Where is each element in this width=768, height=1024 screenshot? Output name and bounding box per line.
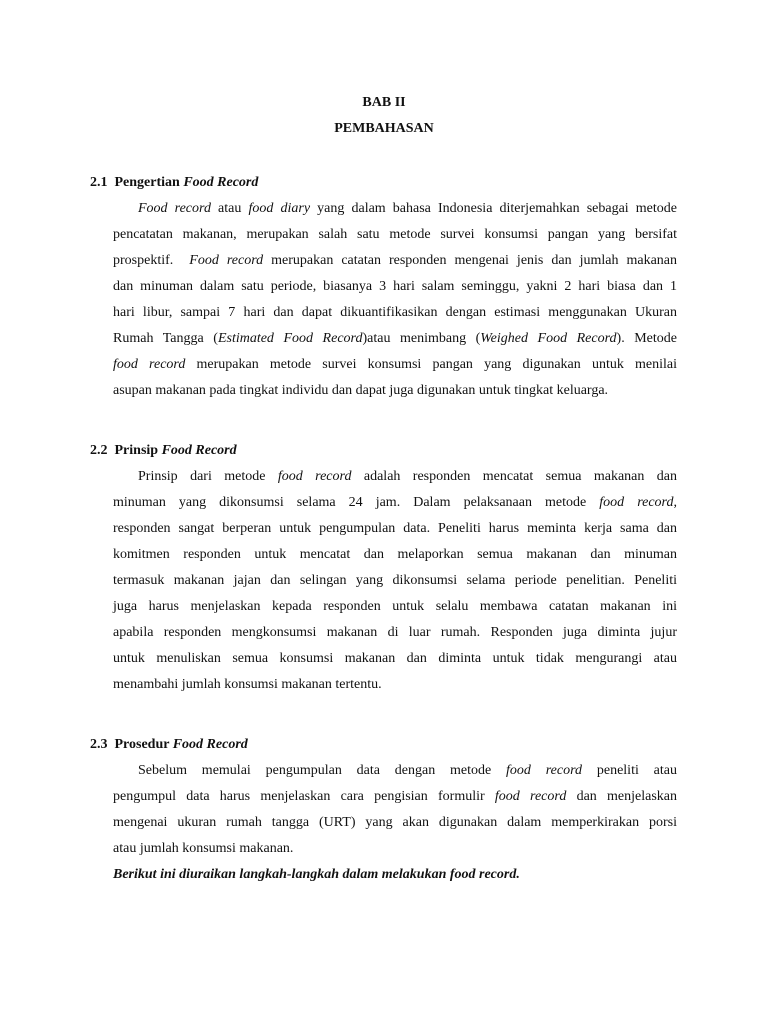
paragraph-line: termasuk makanan jajan dan selingan yang dikonsumsi selama periode penelitian. Peneliti: [113, 573, 677, 588]
paragraph-2-2: [113, 464, 677, 698]
paragraph-line: responden sangat berperan untuk pengumpulan data. Peneliti harus meminta kerja sama dan: [113, 521, 677, 536]
section-title-italic: Food Record: [183, 175, 259, 190]
paragraph-line: menambahi jumlah konsumsi makanan tertentu.: [113, 677, 382, 692]
section-number: 2.3: [90, 737, 108, 752]
chapter-label: BAB II: [362, 95, 406, 110]
paragraph-line: atau jumlah konsumsi makanan.: [113, 841, 294, 856]
paragraph-line: hari libur, sampai 7 hari dan dapat dikuantifikasikan dengan estimasi menggunakan Ukuran: [113, 305, 677, 320]
paragraph-line: mengenai ukuran rumah tangga (URT) yang akan digunakan dalam memperkirakan porsi: [113, 815, 677, 830]
paragraph-2-1: [113, 196, 677, 404]
paragraph-line: Prinsip dari metode food record adalah responden mencatat semua makanan dan: [138, 469, 678, 484]
paragraph-2-3: [113, 758, 677, 888]
section-title-italic: Food Record: [172, 737, 248, 752]
paragraph-line: prospektif. Food record merupakan catatan responden mengenai jenis dan jumlah makanan: [113, 253, 678, 268]
paragraph-line: food record merupakan metode survei konsumsi pangan yang digunakan untuk menilai: [113, 357, 677, 372]
section-title-italic: Food Record: [161, 443, 237, 458]
paragraph-line: Rumah Tangga (Estimated Food Record)atau menimbang (Weighed Food Record). Metode: [113, 331, 677, 346]
paragraph-line: Food record atau food diary yang dalam bahasa Indonesia diterjemahkan sebagai metode: [138, 201, 677, 216]
section-heading-2-1: [90, 175, 258, 191]
paragraph-line: untuk menuliskan semua konsumsi makanan dan diminta untuk tidak mengurangi atau: [113, 651, 677, 666]
paragraph-line: pencatatan makanan, merupakan salah satu metode survei konsumsi pangan yang bersifat: [113, 227, 677, 242]
section-title-plain: Prosedur: [114, 737, 170, 752]
section-title-plain: Pengertian: [114, 175, 180, 190]
paragraph-line: asupan makanan pada tingkat individu dan dapat juga digunakan untuk tingkat keluarga.: [113, 383, 609, 398]
paragraph-line: dan minuman dalam satu periode, biasanya 3 hari salam seminggu, yakni 2 hari biasa dan 1: [113, 279, 677, 294]
section-title-plain: Prinsip: [114, 443, 159, 458]
section-heading-2-2: [90, 443, 237, 459]
paragraph-line: pengumpul data harus menjelaskan cara pengisian formulir food record dan menjelaskan: [113, 789, 677, 804]
chapter-title: PEMBAHASAN: [334, 121, 434, 136]
paragraph-line: Sebelum memulai pengumpulan data dengan metode food record peneliti atau: [138, 763, 677, 778]
paragraph-line: juga harus menjelaskan kepada responden untuk selalu membawa catatan makanan ini: [113, 599, 677, 614]
section-heading-2-3: [90, 737, 248, 753]
paragraph-line: komitmen responden untuk mencatat dan melaporkan semua makanan dan minuman: [113, 547, 677, 562]
paragraph-line: apabila responden mengkonsumsi makanan di luar rumah. Responden juga diminta jujur: [113, 625, 677, 640]
section-number: 2.1: [90, 175, 108, 190]
closing-sentence: Berikut ini diuraikan langkah-langkah dalam melakukan food record.: [113, 867, 520, 882]
section-number: 2.2: [90, 443, 108, 458]
paragraph-line: minuman yang dikonsumsi selama 24 jam. Dalam pelaksanaan metode food record,: [113, 495, 677, 510]
